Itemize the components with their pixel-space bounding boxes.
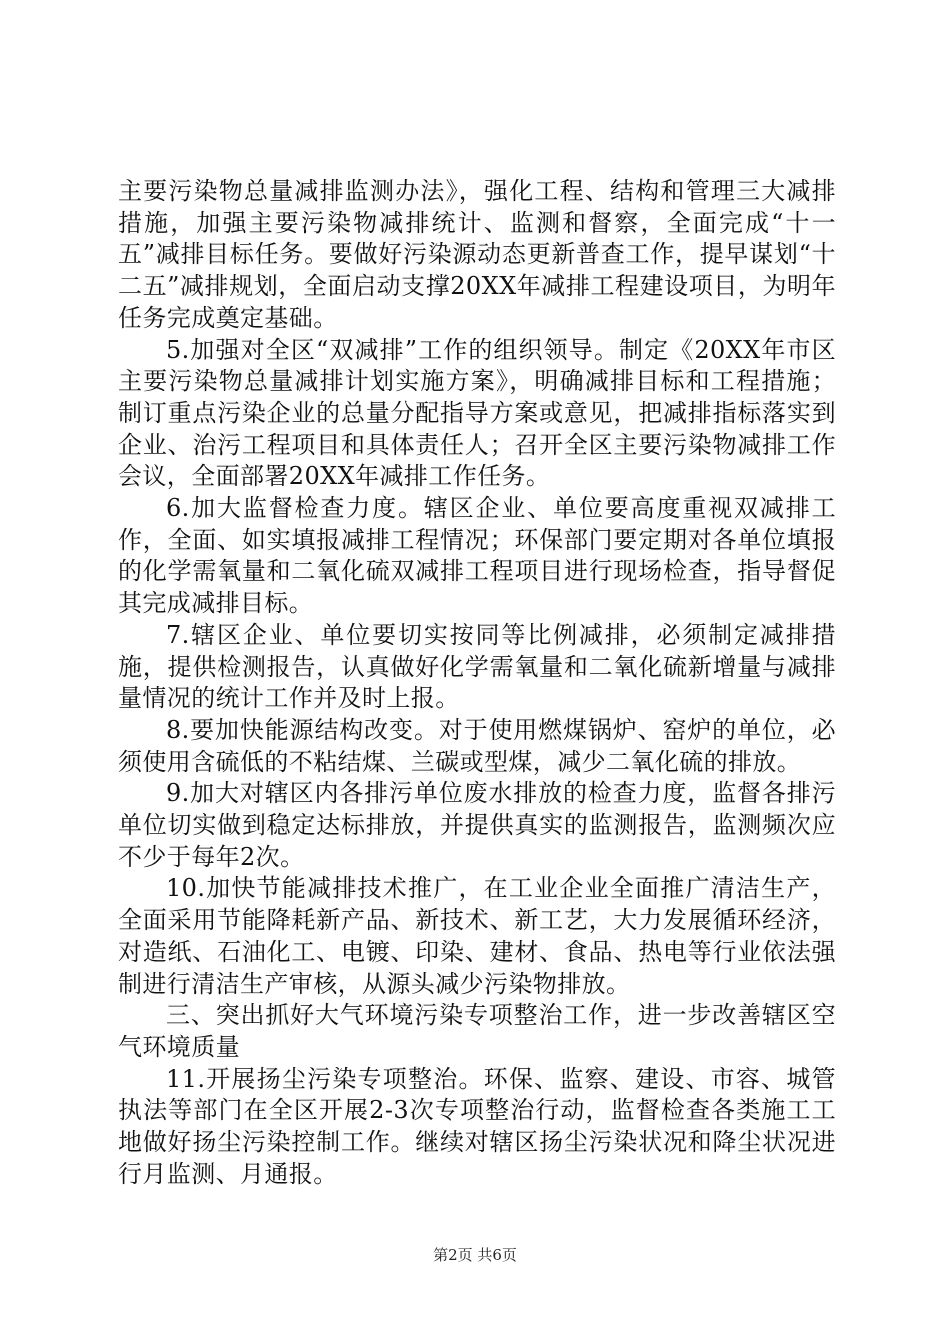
page-number-footer: 第2页 共6页 [433, 1246, 517, 1264]
paragraph-item-11: 11.开展扬尘污染专项整治。环保、监察、建设、市容、城管执法等部门在全区开展2-3次专项整治行动，监督检查各类施工工地做好扬尘污染控制工作。继续对辖区扬尘污染状况和降尘状况进行月监测、月通报。 [118, 1064, 836, 1188]
paragraph-item-9: 9.加大对辖区内各排污单位废水排放的检查力度，监督各排污单位切实做到稳定达标排放，并提供真实的监测报告，监测频次应不少于每年2次。 [118, 779, 836, 871]
paragraph-item-10: 10.加快节能减排技术推广，在工业企业全面推广清洁生产，全面采用节能降耗新产品、新技术、新工艺，大力发展循环经济，对造纸、石油化工、电镀、印染、建材、食品、热电等行业依法强制进行清洁生产审核，从源头减少污染物排放。 [118, 874, 836, 998]
paragraph-item-5: 5.加强对全区“双减排”工作的组织领导。制定《20XX年市区主要污染物总量减排计划实施方案》，明确减排目标和工程措施；制订重点污染企业的总量分配指导方案或意见，把减排指标落实到企业、治污工程项目和具体责任人；召开全区主要污染物减排工作会议，全面部署20XX年减排工作任务。 [118, 335, 836, 491]
paragraph-item-7: 7.辖区企业、单位要切实按同等比例减排，必须制定减排措施，提供检测报告，认真做好化学需氧量和二氧化硫新增量与减排量情况的统计工作并及时上报。 [118, 620, 836, 713]
paragraph-item-8: 8.要加快能源结构改变。对于使用燃煤锅炉、窑炉的单位，必须使用含硫低的不粘结煤、兰碳或型煤，减少二氧化硫的排放。 [118, 715, 836, 776]
paragraph-item-6: 6.加大监督检查力度。辖区企业、单位要高度重视双减排工作，全面、如实填报减排工程情况；环保部门要定期对各单位填报的化学需氧量和二氧化硫双减排工程项目进行现场检查，指导督促其完成减排目标。 [118, 494, 836, 618]
body-text [118, 176, 836, 1191]
paragraph-continuation: 主要污染物总量减排监测办法》，强化工程、结构和管理三大减排措施，加强主要污染物减排统计、监测和督察，全面完成“十一五”减排目标任务。要做好污染源动态更新普查工作，提早谋划“十二五”减排规划，全面启动支撑20XX年减排工程建设项目，为明年任务完成奠定基础。 [118, 177, 836, 332]
section-heading-three: 三、突出抓好大气环境污染专项整治工作，进一步改善辖区空气环境质量 [118, 1001, 836, 1061]
